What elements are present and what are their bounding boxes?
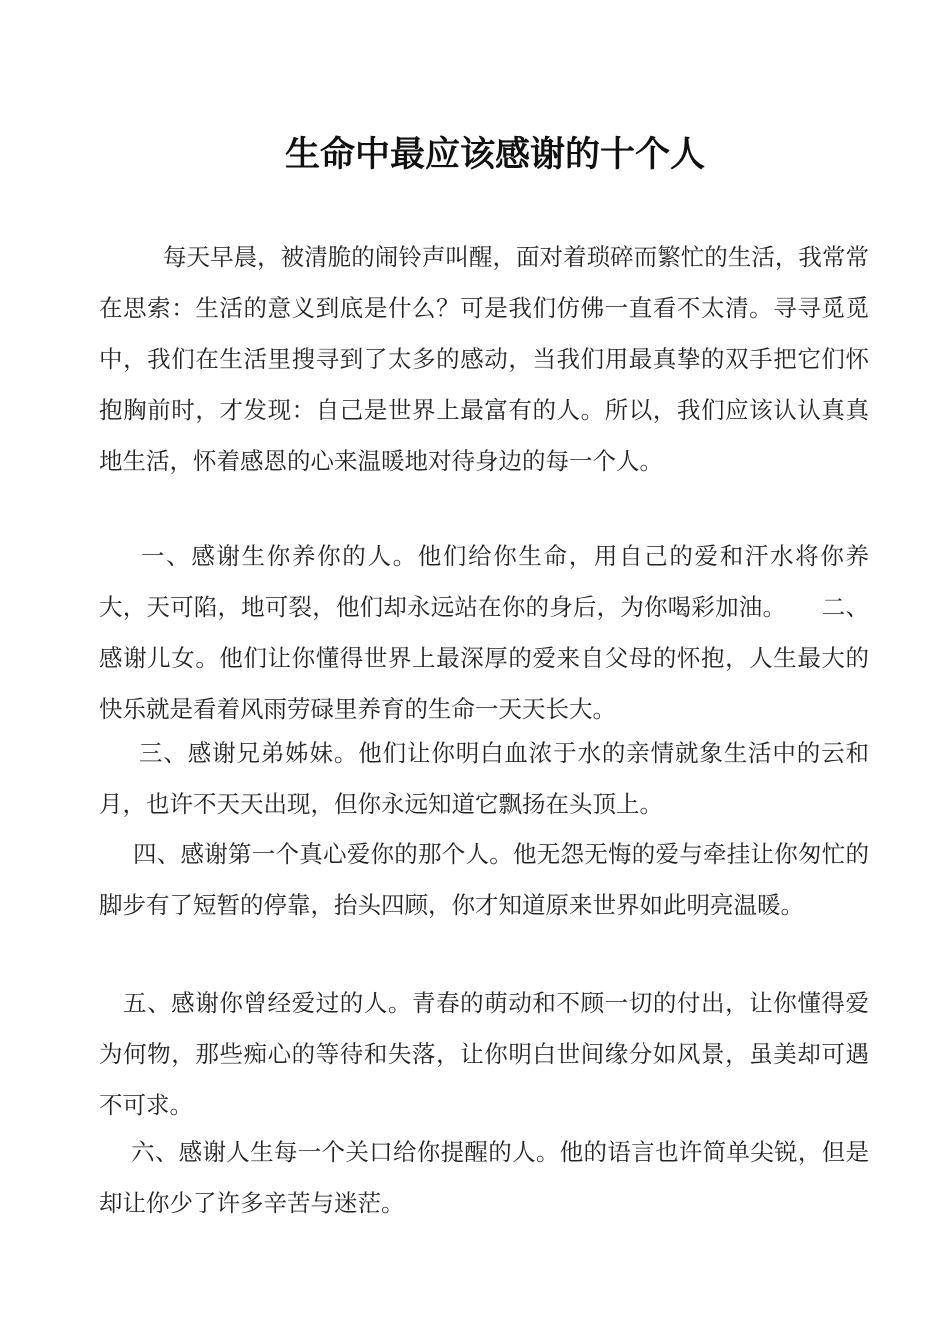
paragraph-1: 一、感谢生你养你的人。他们给你生命，用自己的爱和汗水将你养大，天可陷，地可裂，他们却永远站在你的身后，为你喝彩加油。 二、感谢儿女。他们让你懂得世界上最深厚的爱来自父母的怀抱，人生最大的快乐就是看着风雨劳碌里养育的生命一天天长大。 [99, 542, 869, 723]
paragraph-4: 五、感谢你曾经爱过的人。青春的萌动和不顾一切的付出，让你懂得爱为何物，那些痴心的等待和失落，让你明白世间缘分如风景，虽美却可遇不可求。 [99, 989, 869, 1119]
intro-paragraph: 每天早晨，被清脆的闹铃声叫醒，面对着琐碎而繁忙的生活，我常常在思索：生活的意义到底是什么？可是我们仿佛一直看不太清。寻寻觅觅中，我们在生活里搜寻到了太多的感动，当我们用最真挚的双手把它们怀抱胸前时，才发现：自己是世界上最富有的人。所以，我们应该认认真真地生活，怀着感恩的心来温暖地对待身边的每一个人。 [99, 243, 869, 475]
paragraph-3: 四、感谢第一个真心爱你的那个人。他无怨无悔的爱与牵挂让你匆忙的脚步有了短暂的停靠，抬头四顾，你才知道原来世界如此明亮温暖。 [99, 840, 869, 919]
paragraph-2: 三、感谢兄弟姊妹。他们让你明白血浓于水的亲情就象生活中的云和月，也许不天天出现，但你永远知道它飘扬在头顶上。 [99, 739, 869, 818]
paragraph-5: 六、感谢人生每一个关口给你提醒的人。他的语言也许简单尖锐，但是却让你少了许多辛苦与迷茫。 [99, 1138, 869, 1217]
document-title: 生命中最应该感谢的十个人 [284, 134, 705, 175]
